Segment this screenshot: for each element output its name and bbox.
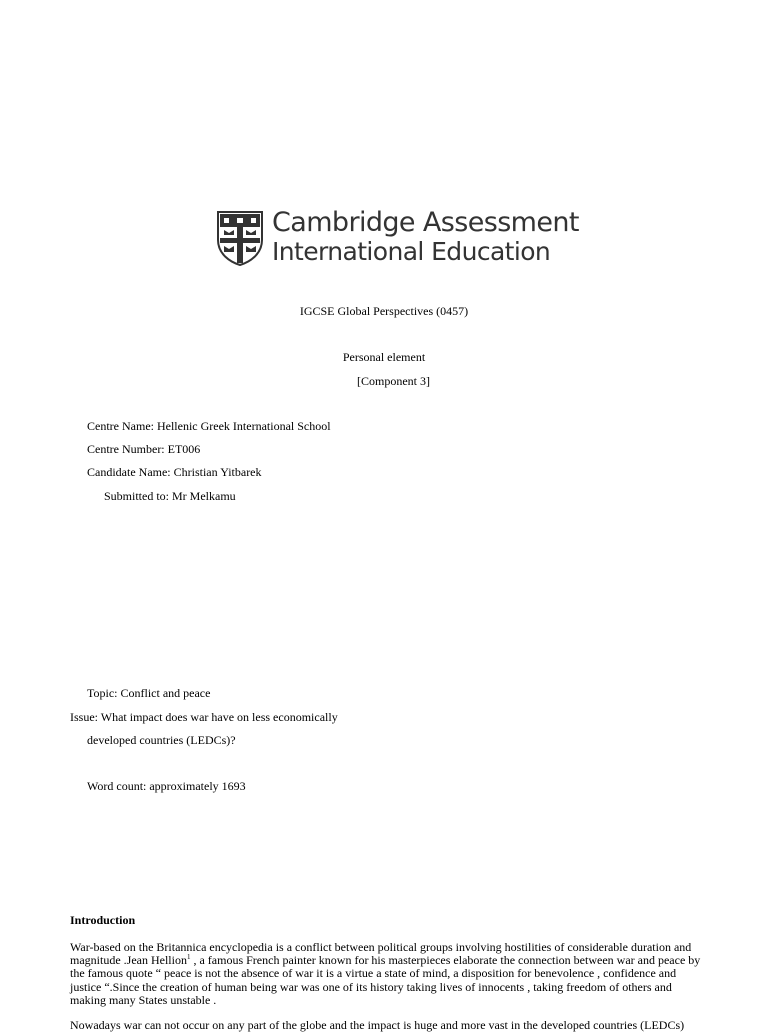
course-title: IGCSE Global Perspectives (0457) [299, 304, 469, 318]
cambridge-logo [216, 207, 579, 268]
intro-text-part-2: , a famous French painter known for his masterpieces elaborate the connection between war and peace by the famous quote “ peace is not the absence of war it is a virtue a state of mind, a disposition for benevolence , confidence and justice “.Since the creation of human being war was one of its history taking lives of innocents , taking freedom of others and making many States unstable . [70, 953, 701, 1007]
centre-number: Centre Number: ET006 [87, 442, 201, 456]
candidate-name: Candidate Name: Christian Yitbarek [87, 465, 262, 479]
intro-text-part-1: War-based on the Britannica encyclopedia is a conflict between political groups involving hostilities of considerable duration and magnitude .Jean Hellion [70, 940, 692, 968]
component-label: [Component 3] [357, 374, 430, 388]
issue-line-2: developed countries (LEDCs)? [87, 733, 236, 747]
logo-wordmark [272, 208, 579, 266]
topic-line: Topic: Conflict and peace [87, 686, 211, 700]
word-count: Word count: approximately 1693 [87, 779, 246, 793]
introduction-heading: Introduction [70, 913, 136, 927]
logo-line-2: International Education [272, 237, 551, 266]
logo-line-1: Cambridge Assessment [272, 207, 579, 238]
element-title: Personal element [342, 350, 426, 364]
cambridge-crest-icon [216, 210, 264, 266]
submitted-to: Submitted to: Mr Melkamu [104, 489, 236, 503]
next-paragraph: Nowadays war can not occur on any part of the globe and the impact is huge and more vast in the developed countries (LEDCs) [70, 1018, 685, 1032]
footnote-marker: 1 [186, 953, 191, 962]
centre-name: Centre Name: Hellenic Greek International School [87, 419, 331, 433]
introduction-paragraph [70, 941, 702, 1007]
issue-line-1: Issue: What impact does war have on less economically [70, 710, 338, 724]
